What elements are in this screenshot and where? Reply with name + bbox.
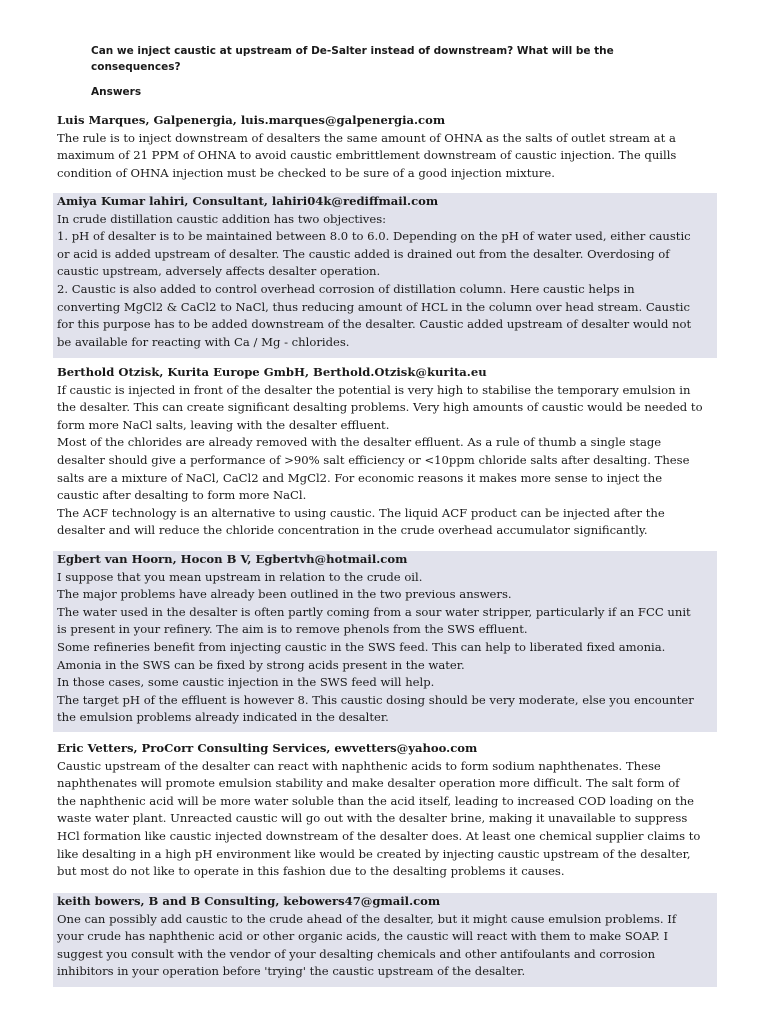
answer-line: 1. pH of desalter is to be maintained between 8.0 to 6.0. Depending on the pH of water used, either caustic — [57, 229, 691, 244]
answer-line: is present in your refinery. The aim is to remove phenols from the SWS effluent. — [57, 622, 528, 637]
answer-author: Egbert van Hoorn, Hocon B V, Egbertvh@hotmail.com — [57, 552, 408, 566]
answer-line: desalter should give a performance of >90% salt efficiency or <10ppm chloride salts after desalting. These — [57, 452, 690, 467]
answer-line: or acid is added upstream of desalter. The caustic added is drained out from the desalter. Overdosing of — [57, 246, 670, 261]
answer-line: The ACF technology is an alternative to using caustic. The liquid ACF product can be injected after the — [57, 505, 665, 520]
answer-line: Most of the chlorides are already removed with the desalter effluent. As a rule of thumb a single stage — [57, 435, 662, 450]
answer-line: In those cases, some caustic injection in the SWS feed will help. — [57, 675, 435, 690]
answer-line: caustic after desalting to form more NaCl. — [57, 488, 307, 503]
answer-line: The target pH of the effluent is however 8. This caustic dosing should be very moderate, else you encounter — [57, 692, 694, 707]
answer-line: Caustic upstream of the desalter can react with naphthenic acids to form sodium naphthenates. These — [57, 758, 661, 773]
answer-author: keith bowers, B and B Consulting, kebowers47@gmail.com — [57, 894, 441, 908]
answer-line: desalter and will reduce the chloride concentration in the crude overhead accumulator significantly. — [57, 523, 648, 538]
answer-block — [53, 551, 717, 732]
answer-line: The major problems have already been outlined in the two previous answers. — [57, 587, 512, 602]
answer-line: The water used in the desalter is often partly coming from a sour water stripper, particularly if an FCC unit — [57, 604, 691, 619]
answer-author: Berthold Otzisk, Kurita Europe GmbH, Berthold.Otzisk@kurita.eu — [57, 365, 487, 379]
answer-line: I suppose that you mean upstream in relation to the crude oil. — [57, 569, 423, 584]
answer-line: In crude distillation caustic addition has two objectives: — [57, 211, 387, 226]
answer-block — [53, 193, 717, 358]
answer-line: the emulsion problems already indicated in the desalter. — [57, 710, 389, 725]
answer-block — [53, 112, 717, 185]
answer-line: waste water plant. Unreacted caustic will go out with the desalter brine, making it unavailable to suppress — [57, 811, 688, 826]
answer-line: 2. Caustic is also added to control overhead corrosion of distillation column. Here caustic helps in — [57, 281, 635, 296]
answers-heading: Answers — [91, 86, 142, 98]
answer-line: Amonia in the SWS can be fixed by strong acids present in the water. — [57, 657, 465, 672]
answer-line: HCl formation like caustic injected downstream of the desalter does. At least one chemical supplier claims to — [57, 828, 701, 843]
answer-block — [53, 893, 717, 987]
answer-line: condition of OHNA injection must be checked to be sure of a good injection mixture. — [57, 165, 555, 180]
answer-line: The rule is to inject downstream of desalters the same amount of OHNA as the salts of outlet stream at a — [57, 130, 676, 145]
answer-line: converting MgCl2 & CaCl2 to NaCl, thus reducing amount of HCL in the column over head stream. Caustic — [57, 299, 690, 314]
question-heading — [91, 43, 691, 75]
answer-line: form more NaCl salts, leaving with the desalter effluent. — [57, 417, 390, 432]
question-line: Can we inject caustic at upstream of De-Salter instead of downstream? What will be the — [91, 45, 614, 57]
answer-block — [53, 364, 717, 544]
question-line: consequences? — [91, 61, 181, 73]
answer-author: Eric Vetters, ProCorr Consulting Services, ewvetters@yahoo.com — [57, 741, 478, 755]
answer-line: for this purpose has to be added downstream of the desalter. Caustic added upstream of desalter would not — [57, 317, 692, 332]
answer-author: Luis Marques, Galpenergia, luis.marques@galpenergia.com — [57, 113, 446, 127]
answer-line: like desalting in a high pH environment like would be created by injecting caustic upstream of the desalter, — [57, 846, 691, 861]
answer-line: One can possibly add caustic to the crude ahead of the desalter, but it might cause emulsion problems. If — [57, 911, 677, 926]
answer-line: Some refineries benefit from injecting caustic in the SWS feed. This can help to liberated fixed amonia. — [57, 639, 666, 654]
answer-line: suggest you consult with the vendor of your desalting chemicals and other antifoulants and corrosion — [57, 946, 656, 961]
answer-line: maximum of 21 PPM of OHNA to avoid caustic embrittlement downstream of caustic injection. The quills — [57, 148, 677, 163]
answer-line: naphthenates will promote emulsion stability and make desalter operation more difficult. The salt form of — [57, 776, 680, 791]
answer-line: but most do not like to operate in this fashion due to the desalting problems it causes. — [57, 864, 565, 879]
answer-block — [53, 740, 717, 885]
answer-line: inhibitors in your operation before 'trying' the caustic upstream of the desalter. — [57, 964, 526, 979]
answer-line: caustic upstream, adversely affects desalter operation. — [57, 264, 381, 279]
answer-author: Amiya Kumar lahiri, Consultant, lahiri04k@rediffmail.com — [57, 194, 439, 208]
answer-line: If caustic is injected in front of the desalter the potential is very high to stabilise the temporary emulsion in — [57, 382, 691, 397]
answer-line: the desalter. This can create significant desalting problems. Very high amounts of caustic would be needed to — [57, 400, 703, 415]
answer-line: be available for reacting with Ca / Mg - chlorides. — [57, 334, 350, 349]
answer-line: salts are a mixture of NaCl, CaCl2 and MgCl2. For economic reasons it makes more sense to inject the — [57, 470, 663, 485]
answer-line: your crude has naphthenic acid or other organic acids, the caustic will react with them to make SOAP. I — [57, 929, 669, 944]
answer-line: the naphthenic acid will be more water soluble than the acid itself, leading to increased COD loading on the — [57, 793, 695, 808]
